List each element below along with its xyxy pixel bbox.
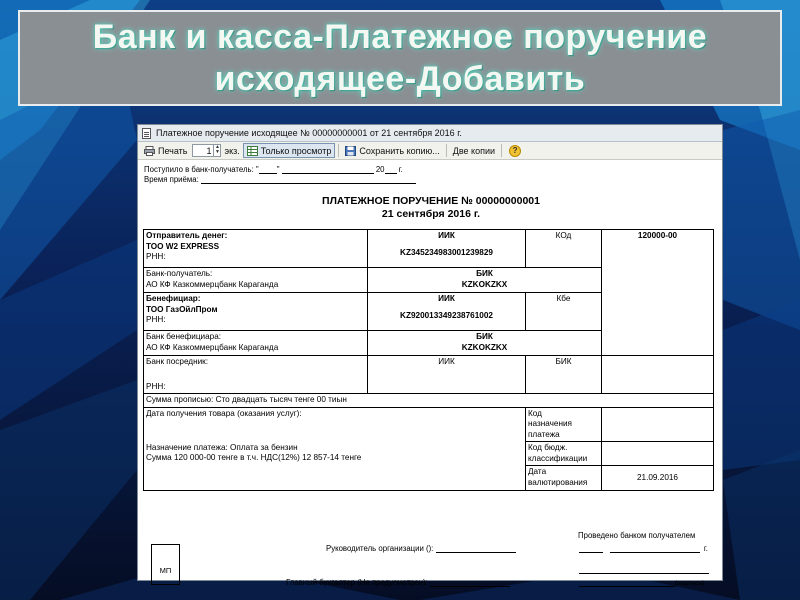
toolbar	[138, 142, 722, 160]
kbe-cell	[526, 293, 602, 331]
budget-code-value-cell	[602, 442, 714, 466]
iik-header: ИИК	[438, 294, 455, 303]
copies-unit	[221, 143, 242, 158]
table-row	[144, 356, 714, 394]
sender-name: ТОО W2 EXPRESS	[146, 241, 220, 251]
view-only-button[interactable]	[243, 143, 336, 158]
table-row	[144, 407, 714, 442]
beneficiary-label: Бенефициар:	[146, 294, 201, 303]
purpose-line: Назначение платежа: Оплата за бензин	[146, 442, 298, 452]
recipient-bik-value: KZKOKZKX	[461, 279, 508, 289]
iik-header: ИИК	[438, 231, 455, 240]
signatures-line	[579, 578, 704, 587]
sum-words: Сумма прописью: Сто двадцать тысяч тенге 00 тиын	[146, 395, 347, 404]
document-date: 21 сентября 2016 г.	[381, 208, 481, 220]
processed-date-line	[579, 544, 708, 553]
purpose-code-cell	[526, 407, 602, 442]
slide-title-line2: исходящее-Добавить	[214, 60, 586, 98]
sender-rnn-label: РНН:	[146, 252, 166, 261]
slide-title-line1: Банк и касса-Платежное поручение	[92, 18, 708, 56]
print-label: Печать	[158, 145, 188, 156]
beneficiary-cell	[144, 293, 368, 331]
help-icon[interactable]: ?	[509, 145, 521, 157]
received-label: Поступило в банк-получатель: "	[144, 165, 259, 174]
received-year-suffix: г.	[398, 165, 403, 174]
payment-table	[143, 229, 714, 491]
bik-header: БИК	[555, 357, 572, 366]
purpose-code-label: Код	[528, 408, 542, 418]
value-date-label: валютирования	[528, 477, 588, 487]
purpose-amount-line: Сумма 120 000-00 тенге в т.ч. НДС(12%) 12 857-14 тенге	[146, 453, 362, 462]
document-window	[137, 124, 723, 587]
save-icon	[345, 146, 356, 156]
budget-code-label: классификации	[528, 453, 588, 463]
budget-code-cell	[526, 442, 602, 466]
value-date: 21.09.2016	[637, 472, 678, 482]
intermediary-rnn-label: РНН:	[146, 381, 166, 391]
intermediary-bik-cell	[526, 356, 602, 394]
beneficiary-bank-name: АО КФ Казкоммерцбанк Караганда	[146, 342, 279, 352]
bik-header: БИК	[476, 332, 493, 341]
table-icon	[247, 146, 258, 156]
purpose-code-label: назначения	[528, 419, 572, 428]
save-copy-label: Сохранить копию...	[359, 145, 440, 156]
table-row	[144, 230, 714, 268]
beneficiary-bik-cell	[368, 331, 602, 356]
sender-cell	[144, 230, 368, 268]
stamp-box	[151, 544, 180, 585]
recipient-bik-cell	[368, 268, 602, 293]
reception-time-line	[144, 175, 416, 184]
sender-iik-value: KZ345234983001239829	[400, 247, 493, 257]
purpose-code-label: платежа	[528, 429, 560, 439]
beneficiary-name: ТОО ГазОйлПром	[146, 304, 218, 314]
accountant-signature-line	[286, 578, 510, 587]
received-quote: "	[276, 165, 280, 174]
signatures-label: (подписи)	[675, 580, 705, 587]
recipient-bank-name: АО КФ Казкоммерцбанк Караганда	[146, 279, 279, 289]
window-titlebar	[138, 125, 722, 142]
document-title: ПЛАТЕЖНОЕ ПОРУЧЕНИЕ № 00000000001	[322, 195, 540, 207]
save-copy-button[interactable]	[342, 143, 442, 158]
two-copies-button[interactable]	[450, 143, 498, 158]
recipient-bank-cell	[144, 268, 368, 293]
two-copies-label: Две копии	[452, 145, 496, 156]
sender-iik-cell	[368, 230, 526, 268]
slide-title	[18, 10, 782, 106]
beneficiary-iik-cell	[368, 293, 526, 331]
kod-label: КОд	[555, 231, 572, 240]
print-button[interactable]	[141, 143, 190, 158]
table-row	[144, 442, 714, 466]
toolbar-separator	[501, 144, 502, 157]
signature-underline	[579, 573, 709, 574]
sum-words-cell	[144, 394, 714, 408]
budget-code-label: Код бюдж.	[528, 443, 568, 452]
head-signature-line	[326, 544, 516, 553]
beneficiary-bank-label: Банк бенефициара:	[146, 332, 222, 341]
recipient-bank-label: Банк-получатель:	[146, 269, 213, 278]
toolbar-separator	[446, 144, 447, 157]
amount-value: 120000-00	[637, 231, 678, 240]
processed-year-suffix: г.	[703, 544, 708, 553]
kbe-label: Кбе	[556, 294, 571, 303]
value-date-cell	[602, 466, 714, 491]
intermediary-iik-cell	[368, 356, 526, 394]
beneficiary-bank-cell	[144, 331, 368, 356]
sender-label: Отправитель денег:	[146, 231, 228, 240]
kod-cell	[526, 230, 602, 268]
accountant-label: Главный бухгалтер (Не предусмотрен):	[286, 578, 428, 587]
stamp-label: МП	[159, 566, 172, 575]
bik-header: БИК	[476, 269, 493, 278]
document-icon	[142, 128, 151, 139]
reception-time-label: Время приёма:	[144, 175, 199, 184]
received-year: 20	[375, 165, 385, 174]
amount-cell	[602, 230, 714, 356]
printer-icon	[144, 146, 155, 156]
goods-date-label: Дата получения товара (оказания услуг):	[146, 408, 302, 418]
table-row	[144, 394, 714, 408]
window-title: Платежное поручение исходящее № 00000000001 от 21 сентября 2016 г.	[156, 128, 462, 138]
value-date-label-cell	[526, 466, 602, 491]
processed-by-label: Проведено банком получателем	[578, 531, 696, 540]
beneficiary-bik-value: KZKOKZKX	[461, 342, 508, 352]
view-only-label: Только просмотр	[260, 145, 332, 156]
iik-header: ИИК	[438, 357, 455, 366]
copies-spinner[interactable]	[192, 144, 221, 157]
copies-unit-label: экз.	[224, 145, 240, 156]
purpose-cell	[144, 442, 526, 491]
empty-cell	[602, 356, 714, 394]
intermediary-bank-label: Банк посредник:	[146, 357, 209, 366]
divider	[143, 490, 713, 491]
intermediary-bank-cell	[144, 356, 368, 394]
beneficiary-iik-value: KZ920013349238761002	[400, 310, 493, 320]
purpose-code-value-cell	[602, 407, 714, 442]
toolbar-separator	[338, 144, 339, 157]
spinner-arrows-icon[interactable]: ▲ ▼	[215, 144, 220, 155]
received-line	[144, 165, 403, 174]
beneficiary-rnn-label: РНН:	[146, 315, 166, 324]
copies-value[interactable]: 1	[206, 145, 212, 156]
goods-date-cell	[144, 407, 526, 442]
value-date-label: Дата	[528, 467, 547, 476]
head-label: Руководитель организации ():	[326, 544, 434, 553]
